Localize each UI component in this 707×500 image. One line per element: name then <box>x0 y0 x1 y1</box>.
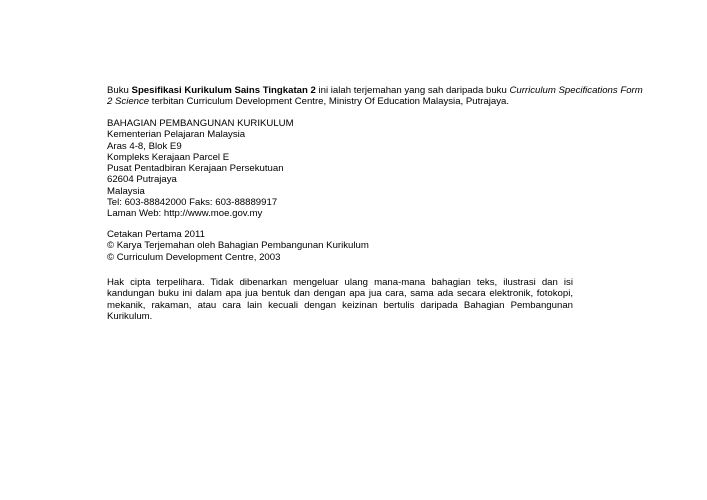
source-title-line-2: 2 Science <box>107 96 150 108</box>
ministry-name: Kementerian Pelajaran Malaysia <box>107 129 246 141</box>
translation-statement <box>107 85 643 108</box>
book-title: Spesifikasi Kurikulum Sains Tingkatan 2 <box>131 85 316 96</box>
edition-info <box>107 229 507 263</box>
intro-suffix: terbitan Curriculum Development Centre, Ministry Of Education Malaysia, Putrajaya. <box>149 96 510 108</box>
contact-phone-fax: Tel: 603-88842000 Faks: 603-88889917 <box>107 197 278 209</box>
original-copyright: © Curriculum Development Centre, 2003 <box>107 251 281 263</box>
publisher-name: BAHAGIAN PEMBANGUNAN KURIKULUM <box>107 118 294 129</box>
translation-copyright: © Karya Terjemahan oleh Bahagian Pembangunan Kurikulum <box>107 240 369 252</box>
contact-website: Laman Web: http://www.moe.gov.my <box>107 208 263 220</box>
rights-reserved-notice: Hak cipta terpelihara. Tidak dibenarkan mengeluar ulang mana-mana bahagian teks, ilustrasi dan isi kandungan buku ini dalam apa jua bentuk dan dengan apa jua cara, sama ada secara elektronik, fotokopi, mekanik, rakaman, atau cara lain kecuali dengan keizinan bertulis daripada Bahagian Pembangunan Kurikulum. <box>107 277 573 322</box>
translation-statement-line-1 <box>107 85 643 96</box>
address-centre: Pusat Pentadbiran Kerajaan Persekutuan <box>107 163 284 175</box>
translation-statement-line-2 <box>107 96 627 107</box>
first-printing: Cetakan Pertama 2011 <box>107 229 205 240</box>
address-floor-block: Aras 4-8, Blok E9 <box>107 140 182 152</box>
publisher-address <box>107 118 507 220</box>
address-complex: Kompleks Kerajaan Parcel E <box>107 151 230 163</box>
intro-middle: ini ialah terjemahan yang sah daripada buku <box>315 85 510 96</box>
address-postcode-city: 62604 Putrajaya <box>107 174 177 186</box>
address-country: Malaysia <box>107 185 145 197</box>
source-title-line-1: Curriculum Specifications Form <box>509 85 643 96</box>
intro-prefix: Buku <box>107 85 132 96</box>
